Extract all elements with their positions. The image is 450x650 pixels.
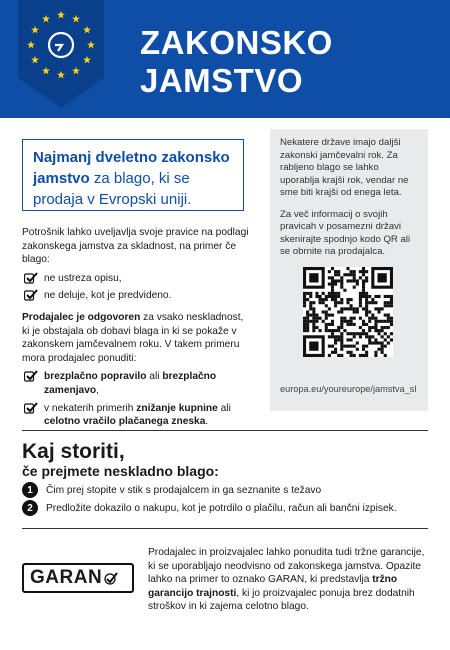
step-text: Predložite dokazilo o nakupu, kot je potrdilo o plačilu, račun ali bančni izpisek. [46,502,397,514]
step-1 [22,482,321,498]
highlight-box [22,139,244,211]
divider [22,430,428,431]
divider [22,528,428,529]
info-paragraph-1: Nekatere države imajo daljši zakonski jamčevalni rok. Za rabljeno blago se lahko uporablja krajši rok, vendar ne sme biti krajši od enega leta. [280,137,409,198]
conditions-list [22,272,250,303]
seller-paragraph [22,311,250,365]
garan-text-pre: Prodajalec in proizvajalec lahko ponudita tudi tržne garancije, ki se uporabljajo neodvisno od zakonskega jamstva. Opazite lahko na primer to oznako GARAN, ki predstavlja [148,547,425,585]
step-number: 2 [22,500,38,516]
remedy-bold: znižanje kupnine [136,402,218,414]
checkmark-icon [104,572,118,585]
title-line-2: JAMSTVO [140,62,304,99]
info-box [270,129,428,411]
eu-stars-shield-icon [18,0,104,108]
garan-text-post: , ki jo proizvajalec ponuja brez dodatnih stroškov in ki zajema celotno blago. [148,587,415,612]
step-number: 1 [22,482,38,498]
garan-logo [22,563,134,593]
checkmark-icon [24,370,38,383]
garan-description [148,546,433,614]
remedy-bold: celotno vračilo plačanega zneska [44,416,206,428]
qr-code-icon[interactable] [303,267,393,357]
list-item [22,370,250,397]
checkmark-icon [24,289,38,302]
remedy-text: ali [217,402,231,414]
step-text: Čim prej stopite v stik s prodajalcem in ga seznanite s težavo [46,484,322,496]
garan-text-bold: tržno garancijo trajnosti [148,574,398,599]
step-2 [22,500,397,516]
info-paragraph-2: Za več informacij o svojih pravicah v posamezni državi skenirajte spodnjo kodo QR ali se obrnite na prodajalca. [280,208,411,257]
page-title [140,24,333,100]
checkmark-icon [24,272,38,285]
remedy-text: ali [146,371,163,383]
remedies-list [22,370,250,428]
seller-bold: Prodajalec je odgovoren [22,311,141,323]
remedy-text: v nekaterih primerih [44,402,137,414]
title-line-1: ZAKONSKO [140,24,333,61]
rights-intro: Potrošnik lahko uveljavlja svoje pravice na podlagi zakonskega jamstva za skladnost, na primer če blago: [22,227,249,266]
condition-text: ne deluje, kot je predvideno. [44,290,172,302]
list-item [22,402,250,429]
condition-text: ne ustreza opisu, [44,272,122,284]
remedy-text: , [96,384,99,396]
seller-rest: za vsako neskladnost, ki je obstajala ob dobavi blaga in ki se pokaže v zakonskem jamčevalnem roku. V takem primeru mora prodajalec ponuditi: [22,311,244,364]
remedy-text: . [205,416,209,428]
highlight-rest: za blago, ki se prodaja v Evropski uniji. [33,170,192,208]
remedy-bold: brezplačno popravilo [44,371,147,383]
checkmark-icon [24,402,38,415]
garan-logo-text: GARAN [30,567,103,588]
info-url-link[interactable]: europa.eu/youreurope/jamstva_sl [280,384,417,394]
highlight-bold: Najmanj dveletno zakonsko jamstvo [33,149,230,187]
steps-subtitle: če prejmete neskladno blago: [22,463,219,479]
header-banner [0,0,450,118]
rights-section [22,226,250,437]
remedy-bold: brezplačno zamenjavo [44,371,217,396]
list-item [22,272,250,286]
steps-title: Kaj storiti, [22,440,125,463]
list-item [22,289,250,303]
